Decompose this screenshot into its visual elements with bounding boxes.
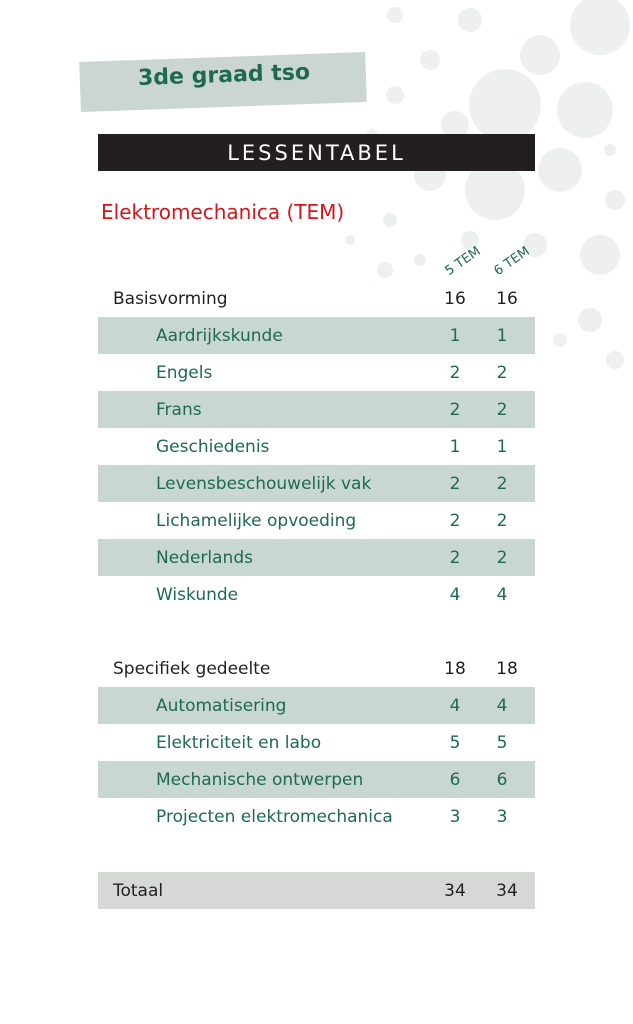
hours-5tem: 16 bbox=[444, 288, 466, 309]
hours-6tem: 2 bbox=[496, 510, 508, 531]
bubble-shape bbox=[377, 262, 393, 278]
subject-label: Automatisering bbox=[156, 695, 287, 716]
subject-label: Elektriciteit en labo bbox=[156, 732, 322, 753]
subject-label: Engels bbox=[156, 362, 213, 383]
subject-label: Projecten elektromechanica bbox=[156, 806, 393, 827]
bubble-shape bbox=[557, 82, 613, 138]
bubble-shape bbox=[520, 35, 560, 75]
bubble-shape bbox=[553, 333, 567, 347]
hours-5tem: 2 bbox=[449, 473, 461, 494]
bubble-shape bbox=[345, 235, 355, 245]
hours-5tem: 2 bbox=[449, 510, 461, 531]
hours-6tem: 4 bbox=[496, 695, 508, 716]
hours-6tem: 5 bbox=[496, 732, 508, 753]
hours-5tem: 3 bbox=[449, 806, 461, 827]
subject-row bbox=[98, 317, 535, 354]
subject-row bbox=[98, 502, 535, 539]
group-row-basisvorming bbox=[98, 280, 535, 317]
subject-row bbox=[98, 391, 535, 428]
hours-6tem: 1 bbox=[496, 325, 508, 346]
hours-5tem: 2 bbox=[449, 399, 461, 420]
hours-5tem: 5 bbox=[449, 732, 461, 753]
hours-5tem: 2 bbox=[449, 362, 461, 383]
hours-6tem: 34 bbox=[496, 880, 518, 901]
course-title: Elektromechanica (TEM) bbox=[101, 200, 345, 224]
subject-row bbox=[98, 761, 535, 798]
subject-label: Lichamelijke opvoeding bbox=[156, 510, 357, 531]
grade-label: 3de graad tso bbox=[137, 60, 311, 91]
hours-5tem: 1 bbox=[449, 436, 461, 457]
group-row-specifiek bbox=[98, 650, 535, 687]
hours-6tem: 2 bbox=[496, 547, 508, 568]
subject-row bbox=[98, 428, 535, 465]
column-header-5tem: 5 TEM bbox=[442, 243, 484, 279]
subject-row bbox=[98, 576, 535, 613]
bubble-shape bbox=[469, 69, 541, 141]
hours-6tem: 1 bbox=[496, 436, 508, 457]
table-title: LESSENTABEL bbox=[227, 140, 406, 165]
subject-label: Geschiedenis bbox=[156, 436, 270, 457]
hours-6tem: 16 bbox=[496, 288, 518, 309]
hours-6tem: 2 bbox=[496, 362, 508, 383]
bubble-shape bbox=[604, 144, 616, 156]
bubble-shape bbox=[458, 8, 482, 32]
hours-6tem: 4 bbox=[496, 584, 508, 605]
subject-label: Mechanische ontwerpen bbox=[156, 769, 364, 790]
table-header-bar bbox=[98, 134, 535, 171]
bubble-shape bbox=[386, 86, 404, 104]
total-row bbox=[98, 872, 535, 909]
subject-label: Aardrijkskunde bbox=[156, 325, 283, 346]
bubble-shape bbox=[538, 148, 582, 192]
column-header-6tem: 6 TEM bbox=[491, 243, 533, 279]
hours-5tem: 4 bbox=[449, 584, 461, 605]
bubble-shape bbox=[580, 235, 620, 275]
hours-5tem: 1 bbox=[449, 325, 461, 346]
hours-6tem: 2 bbox=[496, 399, 508, 420]
subject-label: Frans bbox=[156, 399, 202, 420]
hours-5tem: 6 bbox=[449, 769, 461, 790]
hours-6tem: 3 bbox=[496, 806, 508, 827]
group-label: Basisvorming bbox=[113, 288, 228, 309]
spacer-row bbox=[98, 613, 535, 650]
bubble-shape bbox=[570, 0, 630, 55]
bubble-shape bbox=[387, 7, 403, 23]
bubble-shape bbox=[578, 308, 602, 332]
bubble-shape bbox=[383, 213, 397, 227]
subject-row bbox=[98, 354, 535, 391]
hours-5tem: 34 bbox=[444, 880, 466, 901]
bubble-shape bbox=[420, 50, 440, 70]
bubble-shape bbox=[606, 351, 624, 369]
lesson-table bbox=[98, 280, 535, 909]
hours-6tem: 6 bbox=[496, 769, 508, 790]
hours-5tem: 4 bbox=[449, 695, 461, 716]
subject-label: Nederlands bbox=[156, 547, 253, 568]
subject-row bbox=[98, 539, 535, 576]
group-label: Specifiek gedeelte bbox=[113, 658, 271, 679]
subject-row bbox=[98, 798, 535, 835]
hours-5tem: 2 bbox=[449, 547, 461, 568]
subject-row bbox=[98, 724, 535, 761]
subject-label: Levensbeschouwelijk vak bbox=[156, 473, 372, 494]
hours-6tem: 18 bbox=[496, 658, 518, 679]
hours-5tem: 18 bbox=[444, 658, 466, 679]
total-label: Totaal bbox=[113, 880, 164, 901]
bubble-shape bbox=[414, 254, 426, 266]
spacer-row bbox=[98, 835, 535, 872]
subject-label: Wiskunde bbox=[156, 584, 239, 605]
bubble-shape bbox=[605, 190, 625, 210]
subject-row bbox=[98, 687, 535, 724]
hours-6tem: 2 bbox=[496, 473, 508, 494]
subject-row bbox=[98, 465, 535, 502]
